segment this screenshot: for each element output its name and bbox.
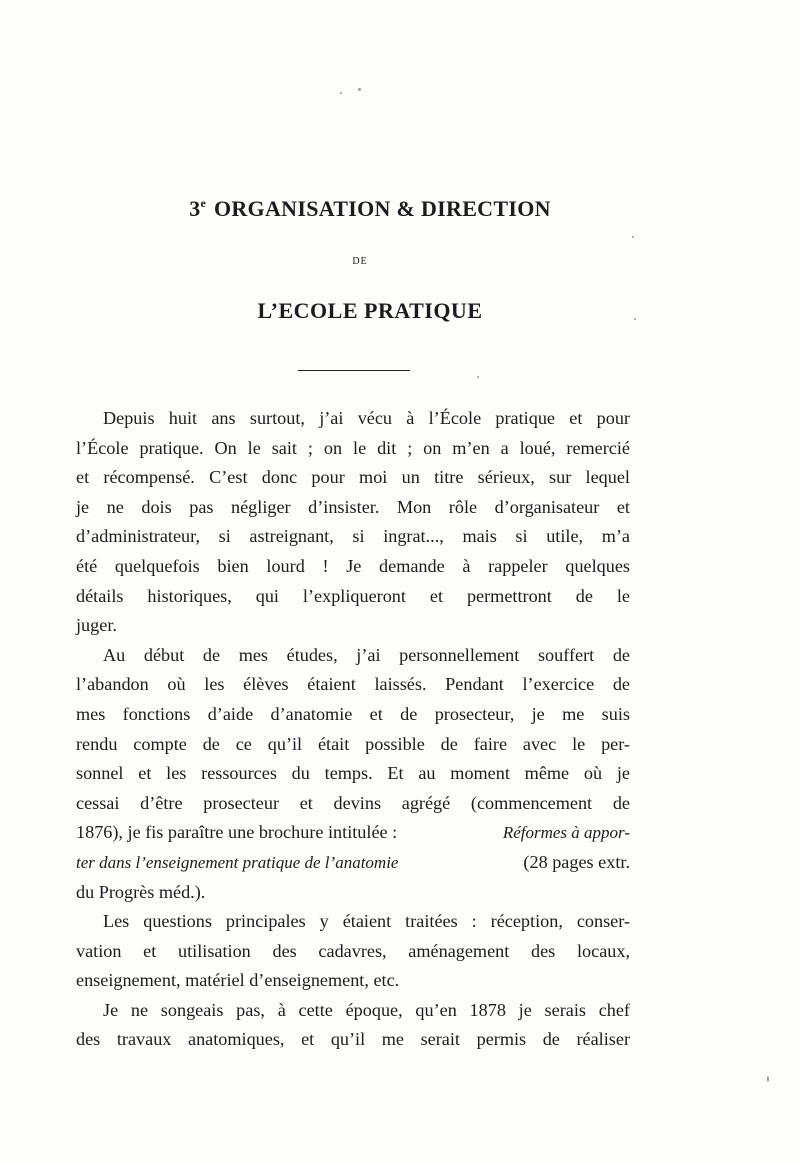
text-line-with-citation bbox=[76, 848, 630, 878]
text-line-with-title bbox=[76, 818, 630, 848]
text-line: juger. bbox=[76, 615, 117, 636]
heading-divider bbox=[298, 370, 410, 371]
text-line: Je ne songeais pas, à cette époque, qu’en 1878 je serais chef bbox=[103, 999, 630, 1020]
section-heading-text: ORGANISATION & DIRECTION bbox=[213, 196, 551, 221]
text-line: été quelquefois bien lourd ! Je demande à rappeler quelques bbox=[76, 555, 630, 576]
paper-speck bbox=[358, 88, 361, 91]
heading-connector: DE bbox=[352, 256, 368, 267]
paper-speck bbox=[634, 318, 636, 320]
citation-tail: (28 pages extr. bbox=[523, 851, 630, 872]
section-number-ordinal: e bbox=[200, 196, 207, 210]
text-line: rendu compte de ce qu’il était possible de faire avec le per- bbox=[76, 733, 630, 754]
brochure-title-start: Réformes à appor- bbox=[502, 823, 630, 843]
text-line: cessai d’être prosecteur et devins agrégé (commencement de bbox=[76, 792, 630, 813]
text-line: Les questions principales y étaient traitées : réception, conser- bbox=[103, 911, 630, 932]
text-line: vation et utilisation des cadavres, aménagement des locaux, bbox=[76, 940, 630, 961]
text-line: enseignement, matériel d’enseignement, etc. bbox=[76, 970, 400, 991]
section-number: 3 bbox=[189, 196, 201, 221]
text-line: et récompensé. C’est donc pour moi un titre sérieux, sur lequel bbox=[76, 467, 630, 488]
text-line: Depuis huit ans surtout, j’ai vécu à l’École pratique et pour bbox=[103, 408, 630, 428]
text-line: mes fonctions d’aide d’anatomie et de prosecteur, je me suis bbox=[76, 703, 630, 724]
text-line: détails historiques, qui l’expliqueront et permettront de le bbox=[76, 585, 630, 606]
paper-speck bbox=[632, 236, 634, 238]
text-line: 1876), je fis paraître une brochure intitulée : bbox=[76, 822, 398, 843]
text-line: des travaux anatomiques, et qu’il me serait permis de réaliser bbox=[76, 1029, 630, 1050]
text-line: du Progrès méd.). bbox=[76, 881, 206, 902]
body-text bbox=[76, 404, 630, 1055]
text-line: sonnel et les ressources du temps. Et au moment même où je bbox=[76, 763, 630, 784]
text-line: je ne dois pas négliger d’insister. Mon rôle d’organisateur et bbox=[76, 496, 630, 517]
section-subtitle: L’ECOLE PRATIQUE bbox=[257, 298, 483, 323]
text-line: d’administrateur, si astreignant, si ingrat..., mais si utile, m’a bbox=[76, 526, 630, 547]
paper-speck bbox=[767, 1076, 769, 1082]
text-line: l’abandon où les élèves étaient laissés. Pendant l’exercice de bbox=[76, 674, 630, 695]
brochure-title-end: ter dans l’enseignement pratique de l’anatomie bbox=[76, 852, 399, 872]
paper-speck bbox=[477, 376, 479, 378]
paper-speck bbox=[340, 92, 342, 94]
text-line: l’École pratique. On le sait ; on le dit ; on m’en a loué, remercié bbox=[76, 437, 630, 458]
section-heading bbox=[100, 196, 640, 222]
text-line: Au début de mes études, j’ai personnellement souffert de bbox=[103, 644, 630, 665]
